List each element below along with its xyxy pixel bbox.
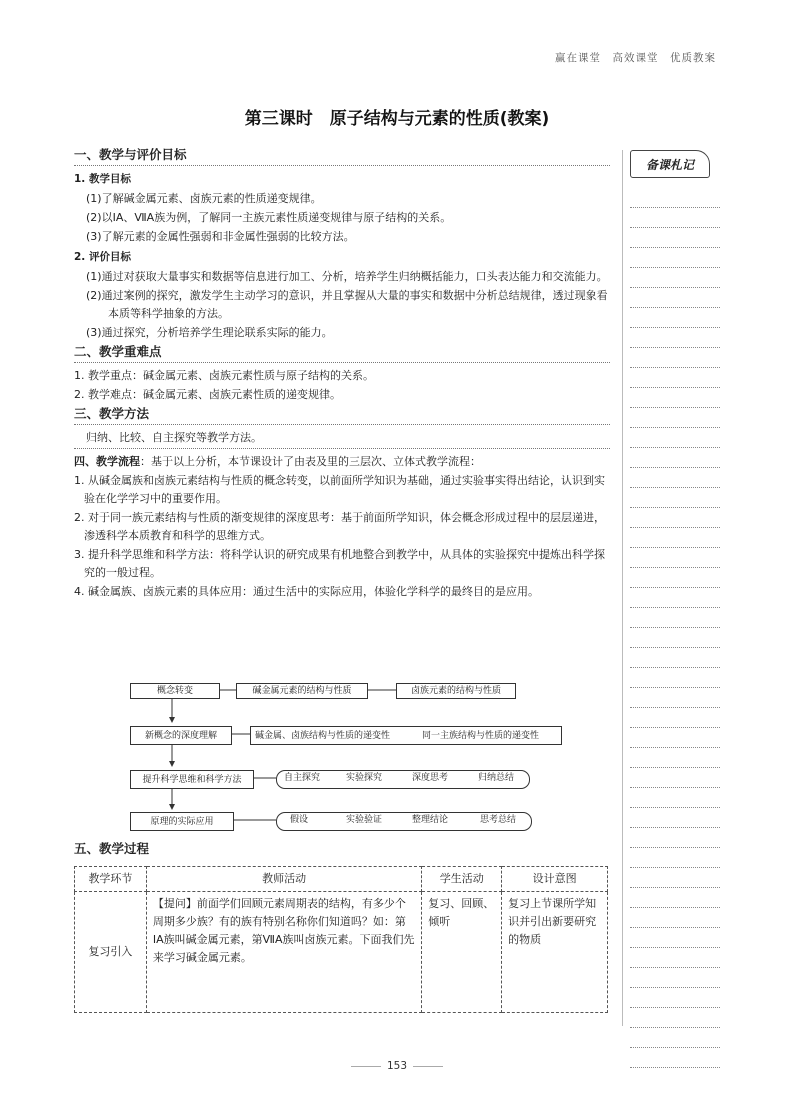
teaching-goal-2: (2)以ⅠA、ⅦA族为例，了解同一主族元素性质递变规律与原子结构的关系。: [86, 211, 452, 224]
notes-line: [630, 328, 720, 348]
notes-line: [630, 508, 720, 528]
section4-intro: [74, 453, 610, 471]
notes-line: [630, 408, 720, 428]
notes-line: [630, 888, 720, 908]
flow-box-application: 原理的实际应用: [130, 812, 234, 831]
col-header-teacher: 教师活动: [146, 867, 421, 892]
notes-line: [630, 688, 720, 708]
section4-lead: ：基于以上分析，本节课设计了由表及里的三层次、立体式教学流程：: [140, 455, 481, 468]
notes-line: [630, 948, 720, 968]
section-rule: [74, 165, 610, 166]
notes-line: [630, 348, 720, 368]
flow-step-deep-thinking: 深度思考: [412, 773, 449, 783]
flow-step-summary: 归纳总结: [478, 773, 515, 783]
side-notes: [630, 150, 720, 1068]
cell-stage: 复习引入: [75, 892, 147, 1013]
difficult-point: 2. 教学难点：碱金属元素、卤族元素性质的递变规律。: [74, 388, 341, 401]
notes-line: [630, 208, 720, 228]
notes-line: [630, 268, 720, 288]
teaching-goal-3: (3)了解元素的金属性强弱和非金属性强弱的比较方法。: [86, 230, 355, 243]
notes-line: [630, 548, 720, 568]
notes-line: [630, 448, 720, 468]
flow-item-4: 4. 碱金属族、卤族元素的具体应用：通过生活中的实际应用，体验化学科学的最终目的是应用。: [74, 585, 539, 598]
notes-line: [630, 388, 720, 408]
main-content: [74, 146, 610, 602]
flow-box-halogen: 卤族元素的结构与性质: [396, 683, 516, 699]
flow-step-self-inquiry: 自主探究: [284, 773, 321, 783]
notes-line: [630, 568, 720, 588]
notes-line: [630, 968, 720, 988]
notes-line: [630, 848, 720, 868]
flow-box-concept-change: 概念转变: [130, 683, 220, 699]
key-point: 1. 教学重点：碱金属元素、卤族元素性质与原子结构的关系。: [74, 369, 374, 382]
notes-line: [630, 748, 720, 768]
notes-line: [630, 288, 720, 308]
table-row: [75, 892, 608, 1013]
section-rule: [74, 424, 610, 425]
flow-connectors: [130, 678, 570, 828]
notes-line: [630, 728, 720, 748]
evaluation-goal-2: (2)通过案例的探究，激发学生主动学习的意识，并且掌握从大量的事实和数据中分析总结规律，透过现象看本质等科学抽象的方法。: [86, 289, 608, 320]
notes-line: [630, 528, 720, 548]
notes-line: [630, 1028, 720, 1048]
notes-line: [630, 808, 720, 828]
flow-step-experiment: 实验探究: [346, 773, 383, 783]
flow-gradient-left: 碱金属、卤族结构与性质的递变性: [255, 730, 391, 741]
page-title: 第三课时 原子结构与元素的性质(教案): [244, 109, 550, 129]
notes-line: [630, 608, 720, 628]
notes-line: [630, 588, 720, 608]
flow-box-alkali-metal: 碱金属元素的结构与性质: [236, 683, 368, 699]
notes-line: [630, 428, 720, 448]
teaching-flow-diagram: [130, 678, 570, 828]
flow-box-gradient: [250, 726, 562, 745]
flow-step-organize: 整理结论: [412, 815, 449, 825]
notes-line: [630, 188, 720, 208]
notes-line: [630, 908, 720, 928]
flow-item-3: 3. 提升科学思维和科学方法：将科学认识的研究成果有机地整合到教学中，从具体的实验探究中提炼出科学探究的一般过程。: [74, 548, 605, 579]
flow-step-hypothesis: 假设: [290, 815, 309, 825]
flow-item-1: 1. 从碱金属族和卤族元素结构与性质的概念转变，以前面所学知识为基础，通过实验事实得出结论，认识到实验在化学学习中的重要作用。: [74, 474, 605, 505]
evaluation-goals-title: 2. 评价目标: [74, 251, 131, 263]
notes-badge: 备课札记: [630, 150, 710, 178]
section3-heading: 三、教学方法: [74, 406, 150, 421]
flow-box-deep-understanding: 新概念的深度理解: [130, 726, 232, 745]
flow-item-2: 2. 对于同一族元素结构与性质的渐变规律的深度思考：基于前面所学知识，体会概念形成过程中的层层递进，渗透科学本质教育和科学的思维方式。: [74, 511, 605, 542]
notes-line: [630, 468, 720, 488]
cell-teacher: 【提问】前面学们回顾元素周期表的结构，有多少个周期多少族？有的族有特别名称你们知道吗？如：第ⅠA族叫碱金属元素，第ⅦA族叫卤族元素。下面我们先来学习碱金属元素。: [146, 892, 421, 1013]
col-header-student: 学生活动: [422, 867, 502, 892]
page-number-wrap: [0, 1060, 794, 1072]
flow-step-reflect: 思考总结: [480, 815, 517, 825]
evaluation-goal-3: (3)通过探究，分析培养学生理论联系实际的能力。: [86, 326, 333, 339]
flow-step-verify: 实验验证: [346, 815, 383, 825]
notes-line: [630, 488, 720, 508]
notes-line: [630, 928, 720, 948]
table-header-row: [75, 867, 608, 892]
section2-heading: 二、教学重难点: [74, 344, 162, 359]
notes-line: [630, 828, 720, 848]
notes-line: [630, 228, 720, 248]
teaching-process-table: [74, 866, 608, 1013]
cell-student: 复习、回顾、倾听: [422, 892, 502, 1013]
header-series: 赢在课堂 高效课堂 优质教案: [555, 52, 716, 64]
teaching-goal-1: (1)了解碱金属元素、卤族元素的性质递变规律。: [86, 192, 322, 205]
col-header-intent: 设计意图: [502, 867, 608, 892]
notes-line: [630, 708, 720, 728]
teaching-methods: 归纳、比较、自主探究等教学方法。: [86, 431, 262, 444]
flow-gradient-right: 同一主族结构与性质的递变性: [422, 730, 540, 741]
section-rule: [74, 362, 610, 363]
section4-heading: 四、教学流程: [74, 455, 140, 468]
notes-line: [630, 648, 720, 668]
notes-line: [630, 668, 720, 688]
cell-intent: 复习上节课所学知识并引出新要研究的物质: [502, 892, 608, 1013]
section5-block: [74, 840, 610, 858]
notes-line: [630, 768, 720, 788]
notes-line: [630, 1008, 720, 1028]
teaching-goals-title: 1. 教学目标: [74, 173, 131, 185]
section1-heading: 一、教学与评价目标: [74, 147, 187, 162]
notes-line: [630, 308, 720, 328]
notes-line: [630, 628, 720, 648]
col-header-stage: 教学环节: [75, 867, 147, 892]
section5-heading: 五、教学过程: [74, 841, 150, 856]
notes-line: [630, 788, 720, 808]
notes-line: [630, 248, 720, 268]
notes-lines: [630, 188, 720, 1068]
evaluation-goal-1: (1)通过对获取大量事实和数据等信息进行加工、分析，培养学生归纳概括能力，口头表达能力和交流能力。: [86, 270, 608, 283]
column-divider: [622, 150, 623, 1026]
notes-line: [630, 868, 720, 888]
page-number: 153: [345, 1060, 449, 1072]
flow-box-scientific-thinking: 提升科学思维和科学方法: [130, 770, 254, 789]
notes-line: [630, 368, 720, 388]
notes-line: [630, 988, 720, 1008]
section-rule: [74, 448, 610, 449]
